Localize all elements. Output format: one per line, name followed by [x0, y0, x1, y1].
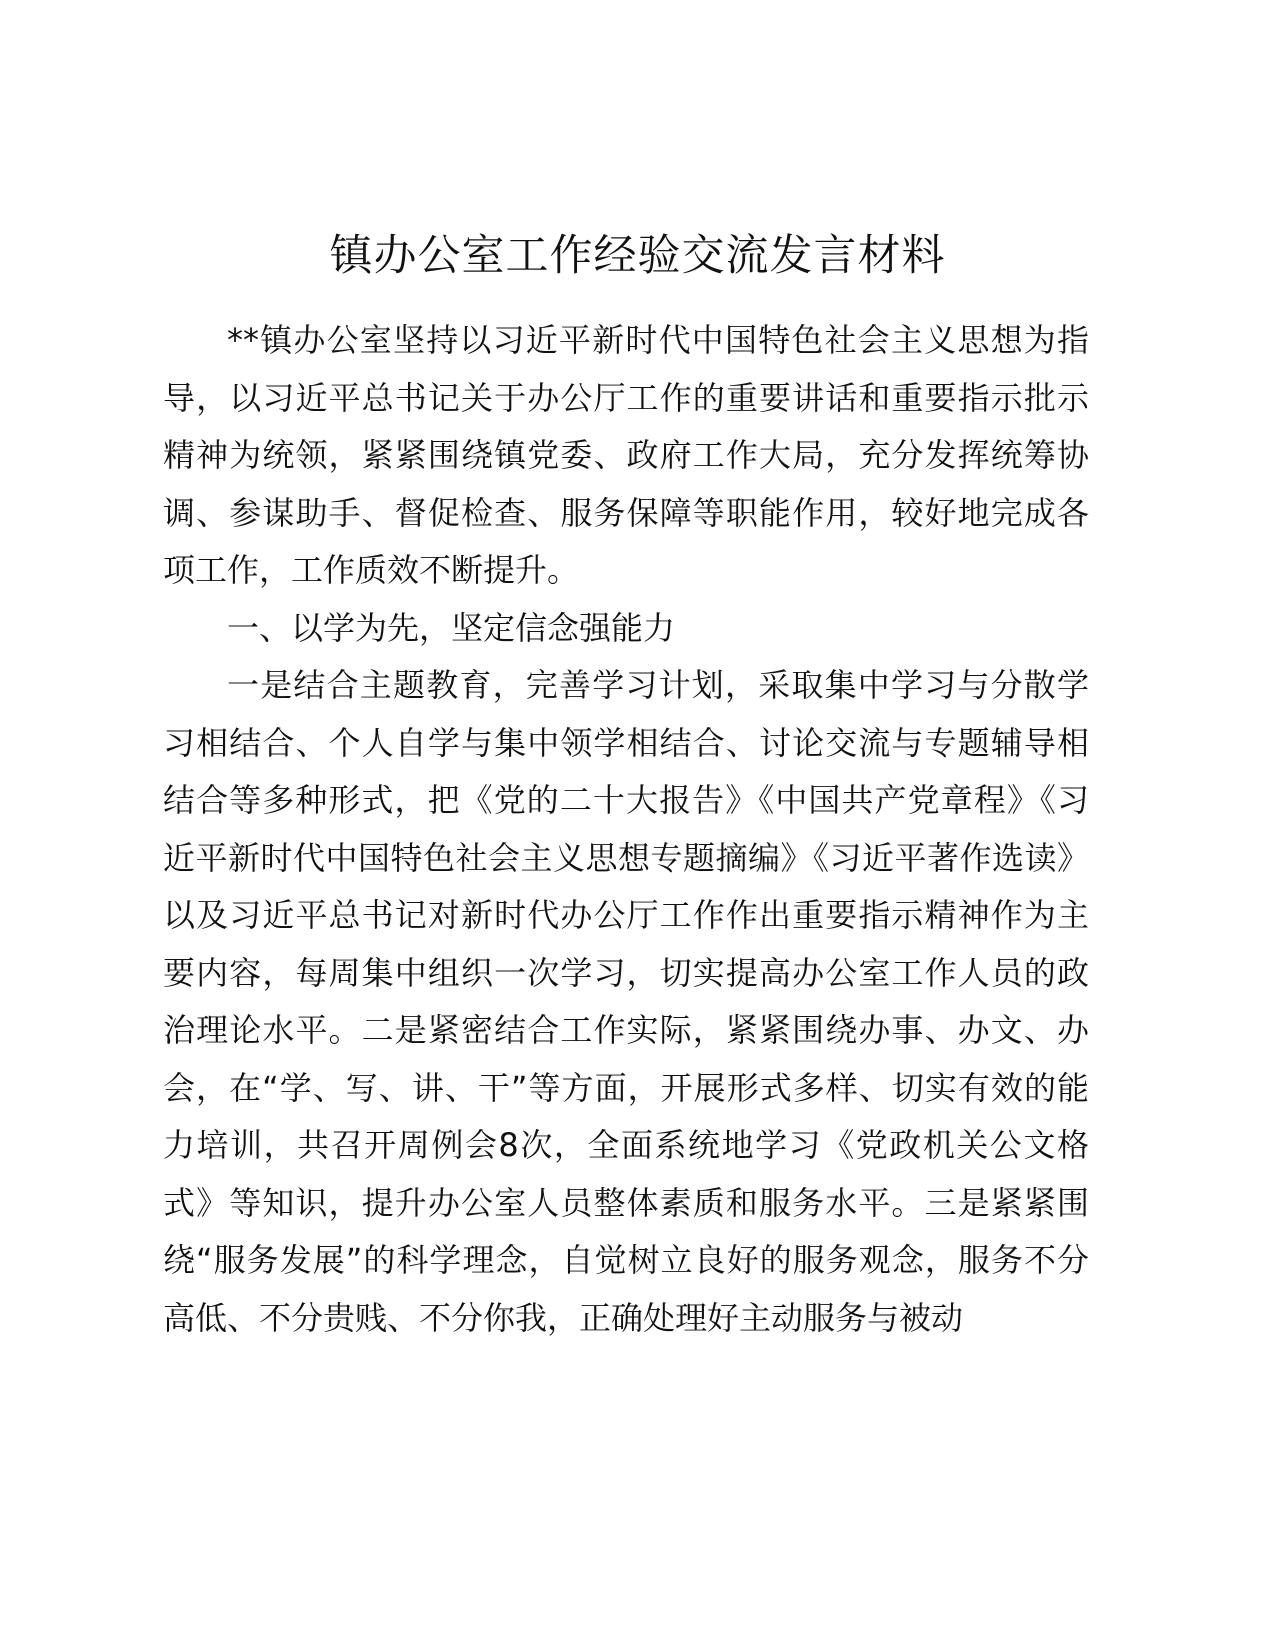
intro-paragraph: **镇办公室坚持以习近平新时代中国特色社会主义思想为指导，以习近平总书记关于办公厅工作的重要讲话和重要指示批示精神为统领，紧紧围绕镇党委、政府工作大局，充分发挥统筹协调、参谋助手、督促检查、服务保障等职能作用，较好地完成各项工作，工作质效不断提升。 — [163, 321, 1089, 589]
document-body — [163, 312, 1089, 1347]
document-title: 镇办公室工作经验交流发言材料 — [329, 231, 946, 281]
section-heading: 一、以学为先，坚定信念强能力 — [227, 608, 676, 647]
section-paragraph: 一是结合主题教育，完善学习计划，采取集中学习与分散学习相结合、个人自学与集中领学相结合、讨论交流与专题辅导相结合等多种形式，把《党的二十大报告》《中国共产党章程》《习近平新时代中国特色社会主义思想专题摘编》《习近平著作选读》以及习近平总书记对新时代办公厅工作作出重要指示精神作为主要内容，每周集中组织一次学习，切实提高办公室工作人员的政治理论水平。二是紧密结合工作实际，紧紧围绕办事、办文、办会，在“学、写、讲、干”等方面，开展形式多样、切实有效的能力培训，共召开周例会8次，全面系统地学习《党政机关公文格式》等知识，提升办公室人员整体素质和服务水平。三是紧紧围绕“服务发展”的科学理念，自觉树立良好的服务观念，服务不分高低、不分贵贱、不分你我，正确处理好主动服务与被动 — [163, 666, 1089, 1337]
